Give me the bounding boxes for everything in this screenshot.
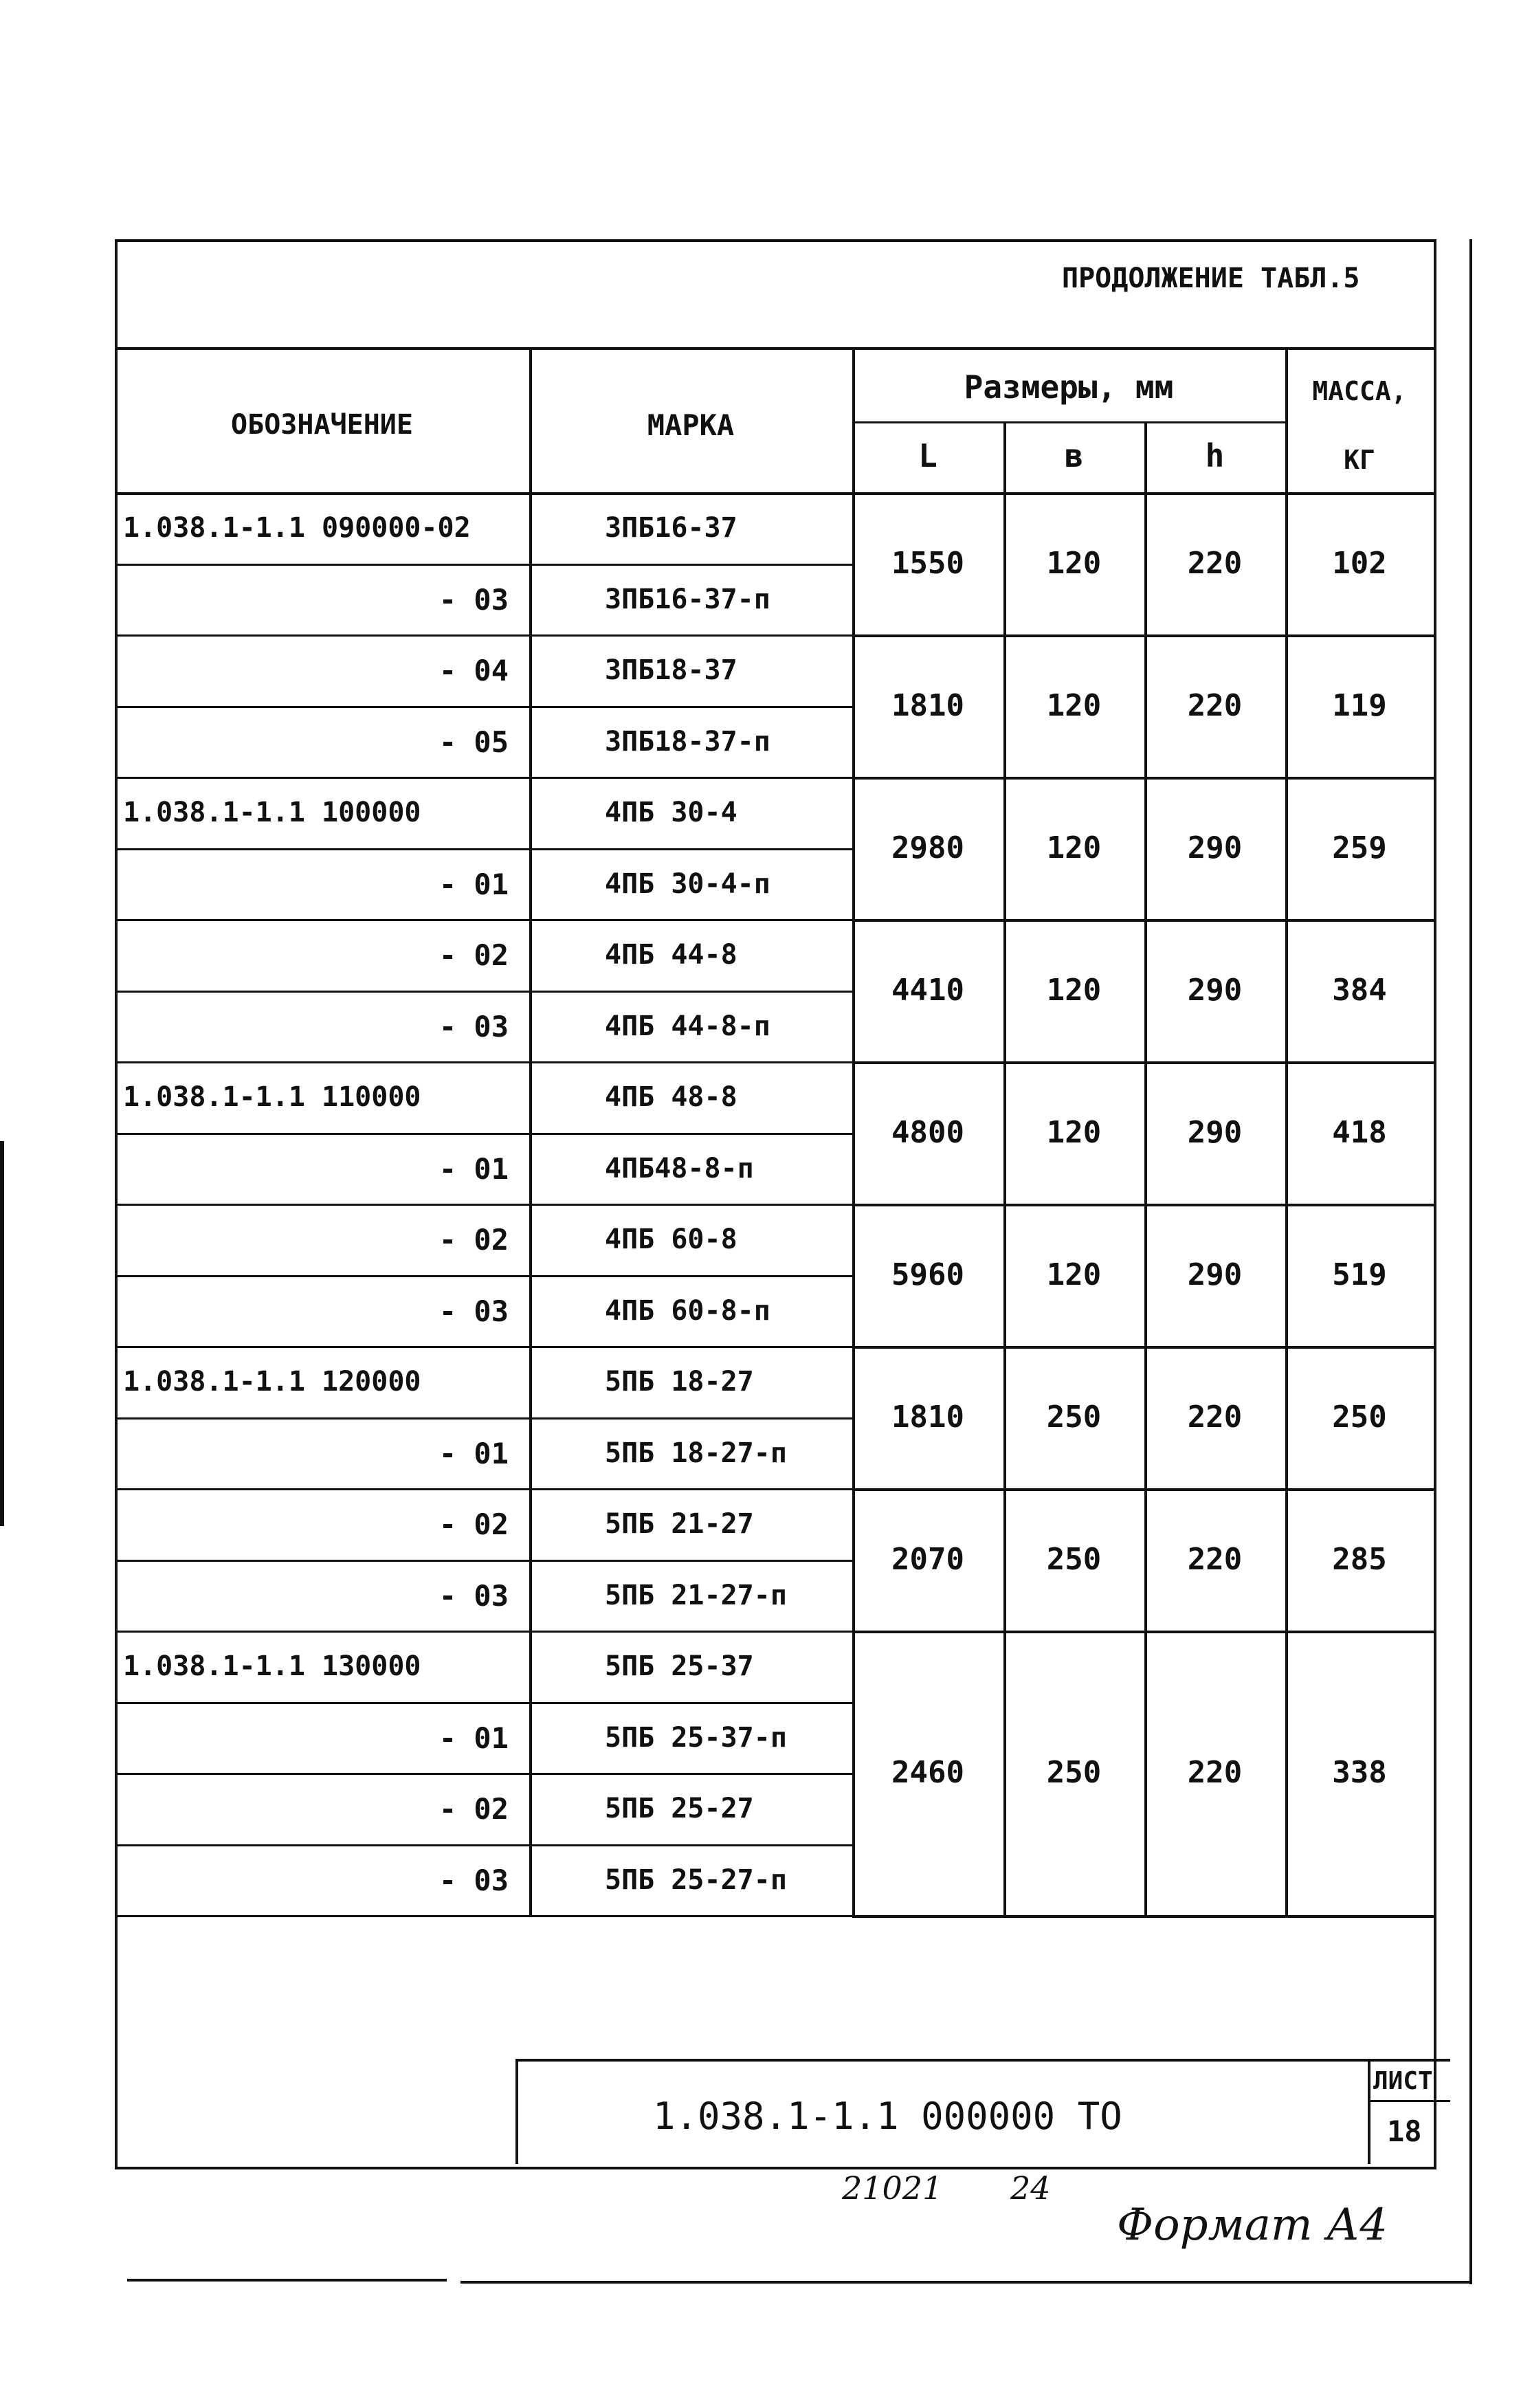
value-L: 1810: [891, 687, 964, 723]
value-h: 220: [1187, 545, 1243, 581]
value-L: 2070: [891, 1541, 964, 1577]
designation-cell: - 01: [438, 1151, 509, 1186]
document-code: 1.038.1-1.1 000000 ТО: [653, 2095, 1122, 2138]
value-h: 290: [1187, 972, 1243, 1008]
value-mass: 102: [1332, 545, 1387, 581]
format-label: Формат А4: [1117, 2200, 1388, 2251]
group-line: [852, 1204, 1434, 1206]
value-L: 1550: [891, 545, 964, 581]
designation-cell: 1.038.1-1.1 120000: [123, 1366, 421, 1398]
value-h: 290: [1187, 830, 1243, 865]
mark-cell: 4ПБ48-8-п: [605, 1152, 754, 1184]
value-mass: 250: [1332, 1399, 1387, 1435]
row-line: [115, 848, 852, 850]
stamp-sheet-divider: [1368, 2059, 1370, 2164]
mark-cell: 5ПБ 25-37: [605, 1650, 754, 1682]
stamp-top: [515, 2059, 1450, 2062]
header-dimensions: Размеры, мм: [964, 368, 1174, 406]
value-h: 220: [1187, 687, 1243, 723]
value-L: 4410: [891, 972, 964, 1008]
header-h: h: [1205, 437, 1225, 474]
group-line: [852, 1631, 1434, 1633]
mark-cell: 5ПБ 25-37-п: [605, 1721, 787, 1754]
group-line: [852, 1346, 1434, 1349]
value-mass: 285: [1332, 1541, 1387, 1577]
header-designation: ОБОЗНАЧЕНИЕ: [231, 409, 413, 441]
row-line: [115, 991, 852, 993]
row-line: [115, 1488, 852, 1490]
col-line-designation-mark: [529, 347, 532, 1915]
mark-cell: 5ПБ 21-27: [605, 1508, 754, 1540]
row-line: [115, 1773, 852, 1775]
mark-cell: 4ПБ 44-8: [605, 939, 737, 971]
value-L: 5960: [891, 1257, 964, 1292]
frame-right-outer: [1469, 239, 1472, 2284]
handwritten-number-left: 21021: [842, 2169, 943, 2207]
handwritten-number-mid: 24: [1010, 2169, 1051, 2207]
mark-cell: 4ПБ 30-4: [605, 797, 737, 828]
mark-cell: 3ПБ18-37-п: [605, 725, 770, 758]
group-line: [852, 634, 1434, 637]
mark-cell: 4ПБ 44-8-п: [605, 1010, 770, 1042]
row-line: [115, 634, 852, 637]
frame-bottom-outer-a: [127, 2279, 447, 2282]
row-line: [115, 1702, 852, 1704]
designation-cell: - 03: [438, 1863, 509, 1897]
designation-cell: - 02: [438, 1792, 509, 1826]
value-mass: 519: [1332, 1257, 1387, 1292]
row-line: [115, 1346, 852, 1348]
header-separator: [115, 347, 1434, 350]
sheet-label: ЛИСТ: [1373, 2067, 1433, 2095]
value-mass: 338: [1332, 1755, 1387, 1790]
designation-cell: - 02: [438, 1507, 509, 1541]
value-b: 120: [1046, 1114, 1102, 1150]
designation-cell: - 03: [438, 582, 509, 617]
header-mass-line2: КГ: [1344, 445, 1375, 475]
mark-cell: 4ПБ 30-4-п: [605, 868, 770, 900]
designation-cell: - 01: [438, 1436, 509, 1470]
designation-cell: 1.038.1-1.1 100000: [123, 797, 421, 828]
value-b: 250: [1046, 1755, 1102, 1790]
designation-cell: - 01: [438, 867, 509, 901]
sheet-number: 18: [1387, 2114, 1422, 2148]
value-mass: 384: [1332, 972, 1387, 1008]
value-b: 120: [1046, 687, 1102, 723]
designation-cell: - 02: [438, 1223, 509, 1257]
designation-cell: - 05: [438, 725, 509, 759]
mark-cell: 4ПБ 60-8: [605, 1224, 737, 1255]
stamp-sheet-split: [1368, 2100, 1450, 2102]
header-mass-line1: МАССА,: [1312, 376, 1407, 406]
designation-cell: - 03: [438, 1578, 509, 1613]
mark-cell: 5ПБ 21-27-п: [605, 1579, 787, 1611]
value-h: 220: [1187, 1755, 1243, 1790]
value-mass: 418: [1332, 1114, 1387, 1150]
stamp-left: [515, 2059, 518, 2164]
row-line: [115, 1275, 852, 1277]
designation-cell: - 03: [438, 1294, 509, 1328]
value-h: 290: [1187, 1114, 1243, 1150]
designation-cell: - 04: [438, 654, 509, 687]
mark-cell: 3ПБ16-37-п: [605, 583, 770, 615]
designation-cell: 1.038.1-1.1 130000: [123, 1650, 421, 1682]
value-L: 4800: [891, 1114, 964, 1150]
header-mark: МАРКА: [647, 408, 735, 442]
group-line: [852, 1061, 1434, 1064]
row-line: [115, 1560, 852, 1562]
value-L: 1810: [891, 1399, 964, 1435]
value-mass: 119: [1332, 687, 1387, 723]
col-line-L-b: [1003, 421, 1006, 1915]
value-L: 2460: [891, 1755, 964, 1790]
designation-cell: - 02: [438, 938, 509, 972]
header-b: в: [1064, 437, 1084, 474]
mark-cell: 5ПБ 25-27: [605, 1793, 754, 1824]
group-line: [852, 919, 1434, 922]
mark-cell: 5ПБ 25-27-п: [605, 1864, 787, 1896]
header-L: L: [918, 437, 937, 474]
row-line: [115, 1204, 852, 1206]
mark-cell: 4ПБ 60-8-п: [605, 1294, 770, 1327]
designation-cell: - 03: [438, 1009, 509, 1043]
mark-cell: 5ПБ 18-27: [605, 1366, 754, 1398]
mark-cell: 3ПБ18-37: [605, 654, 737, 686]
value-b: 120: [1046, 1257, 1102, 1292]
value-L: 2980: [891, 830, 964, 865]
row-line: [115, 1061, 852, 1063]
row-line: [115, 1915, 852, 1917]
value-b: 120: [1046, 830, 1102, 865]
value-h: 220: [1187, 1399, 1243, 1435]
row-line: [115, 1631, 852, 1633]
value-h: 290: [1187, 1257, 1243, 1292]
row-line: [115, 1417, 852, 1420]
designation-cell: 1.038.1-1.1 090000-02: [123, 512, 471, 544]
mark-cell: 4ПБ 48-8: [605, 1081, 737, 1113]
group-line: [852, 1488, 1434, 1491]
row-line: [115, 919, 852, 921]
mark-cell: 5ПБ 18-27-п: [605, 1437, 787, 1469]
value-b: 250: [1046, 1541, 1102, 1577]
row-line: [115, 1844, 852, 1846]
row-line: [115, 564, 852, 566]
value-b: 120: [1046, 545, 1102, 581]
row-line: [115, 1133, 852, 1135]
head-sub-line: [852, 421, 1285, 423]
designation-cell: 1.038.1-1.1 110000: [123, 1081, 421, 1113]
frame-bottom-outer-b: [460, 2281, 1472, 2284]
continuation-title: ПРОДОЛЖЕНИЕ ТАБЛ.5: [1062, 263, 1360, 294]
value-b: 250: [1046, 1399, 1102, 1435]
row-line: [115, 777, 852, 779]
mark-cell: 3ПБ16-37: [605, 512, 737, 544]
group-line: [852, 777, 1434, 780]
value-h: 220: [1187, 1541, 1243, 1577]
left-margin-mark: [0, 1141, 4, 1526]
designation-cell: - 01: [438, 1721, 509, 1755]
value-mass: 259: [1332, 830, 1387, 865]
group-line: [852, 1915, 1434, 1918]
value-b: 120: [1046, 972, 1102, 1008]
row-line: [115, 706, 852, 708]
col-line-b-h: [1144, 421, 1147, 1915]
head-bottom-line: [115, 492, 1434, 495]
